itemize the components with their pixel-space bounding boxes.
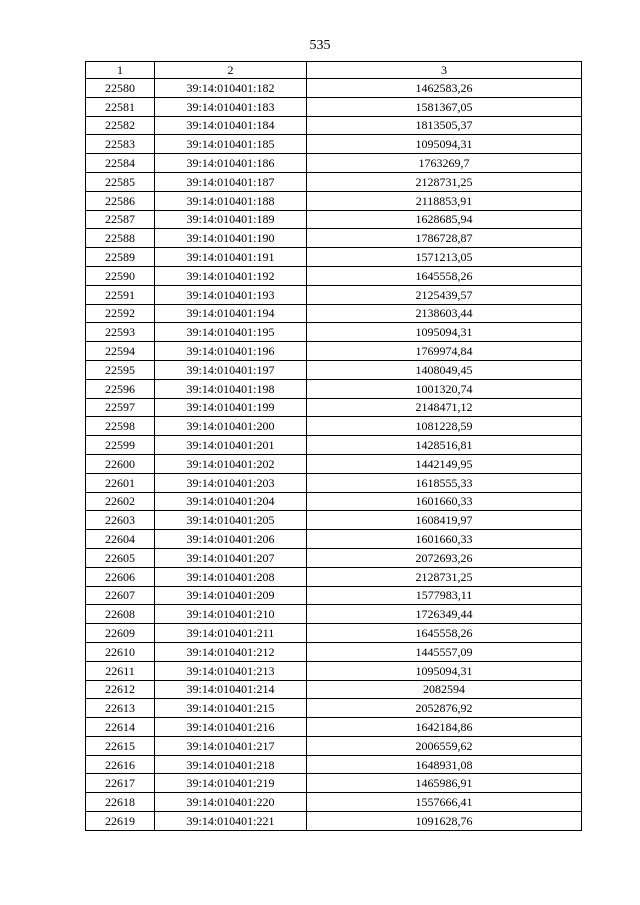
- value-cell: 1095094,31: [307, 323, 582, 342]
- page-number: 535: [309, 38, 331, 53]
- row-number-cell: 22609: [86, 624, 155, 643]
- table-row: [86, 586, 582, 605]
- table-row: [86, 436, 582, 455]
- value-cell: 1645558,26: [307, 624, 582, 643]
- table-row: [86, 793, 582, 812]
- value-cell: 1095094,31: [307, 661, 582, 680]
- value-cell: 1769974,84: [307, 342, 582, 361]
- table-row: [86, 755, 582, 774]
- table-row: [86, 79, 582, 98]
- cadastral-number-cell: 39:14:010401:219: [155, 774, 307, 793]
- value-cell: 2052876,92: [307, 699, 582, 718]
- row-number-cell: 22615: [86, 736, 155, 755]
- table-row: [86, 172, 582, 191]
- table-header: [86, 62, 582, 79]
- table-row: [86, 548, 582, 567]
- table-row: [86, 398, 582, 417]
- value-cell: 1726349,44: [307, 605, 582, 624]
- value-cell: 1581367,05: [307, 97, 582, 116]
- table-row: [86, 642, 582, 661]
- table-body: [86, 79, 582, 831]
- row-number-cell: 22584: [86, 154, 155, 173]
- cadastral-number-cell: 39:14:010401:189: [155, 210, 307, 229]
- cadastral-number-cell: 39:14:010401:213: [155, 661, 307, 680]
- row-number-cell: 22614: [86, 718, 155, 737]
- row-number-cell: 22601: [86, 473, 155, 492]
- cadastral-number-cell: 39:14:010401:185: [155, 135, 307, 154]
- row-number-cell: 22581: [86, 97, 155, 116]
- table-row: [86, 530, 582, 549]
- value-cell: 2138603,44: [307, 304, 582, 323]
- cadastral-number-cell: 39:14:010401:210: [155, 605, 307, 624]
- table-row: [86, 511, 582, 530]
- value-cell: 1786728,87: [307, 229, 582, 248]
- cadastral-number-cell: 39:14:010401:211: [155, 624, 307, 643]
- value-cell: 2128731,25: [307, 172, 582, 191]
- row-number-cell: 22598: [86, 417, 155, 436]
- value-cell: 1642184,86: [307, 718, 582, 737]
- row-number-cell: 22597: [86, 398, 155, 417]
- value-cell: 1608419,97: [307, 511, 582, 530]
- cadastral-number-cell: 39:14:010401:204: [155, 492, 307, 511]
- cadastral-number-cell: 39:14:010401:209: [155, 586, 307, 605]
- cadastral-number-cell: 39:14:010401:196: [155, 342, 307, 361]
- value-cell: 2006559,62: [307, 736, 582, 755]
- row-number-cell: 22583: [86, 135, 155, 154]
- value-cell: 1428516,81: [307, 436, 582, 455]
- row-number-cell: 22586: [86, 191, 155, 210]
- cadastral-number-cell: 39:14:010401:206: [155, 530, 307, 549]
- value-cell: 1462583,26: [307, 79, 582, 98]
- row-number-cell: 22613: [86, 699, 155, 718]
- cadastral-number-cell: 39:14:010401:187: [155, 172, 307, 191]
- value-cell: 1813505,37: [307, 116, 582, 135]
- row-number-cell: 22603: [86, 511, 155, 530]
- table-row: [86, 567, 582, 586]
- row-number-cell: 22618: [86, 793, 155, 812]
- table-row: [86, 492, 582, 511]
- value-cell: 1001320,74: [307, 379, 582, 398]
- table-row: [86, 379, 582, 398]
- row-number-cell: 22582: [86, 116, 155, 135]
- cadastral-number-cell: 39:14:010401:214: [155, 680, 307, 699]
- table-row: [86, 680, 582, 699]
- row-number-cell: 22602: [86, 492, 155, 511]
- cadastral-number-cell: 39:14:010401:190: [155, 229, 307, 248]
- cadastral-number-cell: 39:14:010401:200: [155, 417, 307, 436]
- row-number-cell: 22585: [86, 172, 155, 191]
- table-row: [86, 116, 582, 135]
- cadastral-number-cell: 39:14:010401:205: [155, 511, 307, 530]
- cadastral-number-cell: 39:14:010401:215: [155, 699, 307, 718]
- cadastral-number-cell: 39:14:010401:188: [155, 191, 307, 210]
- table-row: [86, 812, 582, 831]
- cadastral-number-cell: 39:14:010401:218: [155, 755, 307, 774]
- value-cell: 1442149,95: [307, 454, 582, 473]
- cadastral-number-cell: 39:14:010401:207: [155, 548, 307, 567]
- row-number-cell: 22617: [86, 774, 155, 793]
- table-row: [86, 661, 582, 680]
- data-table: [85, 61, 582, 831]
- table-row: [86, 191, 582, 210]
- row-number-cell: 22580: [86, 79, 155, 98]
- row-number-cell: 22588: [86, 229, 155, 248]
- table-row: [86, 774, 582, 793]
- value-cell: 2128731,25: [307, 567, 582, 586]
- table-row: [86, 624, 582, 643]
- cadastral-number-cell: 39:14:010401:193: [155, 285, 307, 304]
- cadastral-number-cell: 39:14:010401:184: [155, 116, 307, 135]
- cadastral-number-cell: 39:14:010401:191: [155, 248, 307, 267]
- table-row: [86, 323, 582, 342]
- table-row: [86, 473, 582, 492]
- value-cell: 2148471,12: [307, 398, 582, 417]
- value-cell: 1081228,59: [307, 417, 582, 436]
- value-cell: 2082594: [307, 680, 582, 699]
- value-cell: 2125439,57: [307, 285, 582, 304]
- row-number-cell: 22607: [86, 586, 155, 605]
- cadastral-number-cell: 39:14:010401:208: [155, 567, 307, 586]
- value-cell: 1095094,31: [307, 135, 582, 154]
- row-number-cell: 22591: [86, 285, 155, 304]
- table-row: [86, 342, 582, 361]
- value-cell: 1601660,33: [307, 492, 582, 511]
- cadastral-number-cell: 39:14:010401:199: [155, 398, 307, 417]
- value-cell: 1465986,91: [307, 774, 582, 793]
- row-number-cell: 22616: [86, 755, 155, 774]
- row-number-cell: 22619: [86, 812, 155, 831]
- table-row: [86, 135, 582, 154]
- value-cell: 1557666,41: [307, 793, 582, 812]
- row-number-cell: 22611: [86, 661, 155, 680]
- table-row: [86, 304, 582, 323]
- row-number-cell: 22592: [86, 304, 155, 323]
- row-number-cell: 22599: [86, 436, 155, 455]
- table-row: [86, 605, 582, 624]
- row-number-cell: 22604: [86, 530, 155, 549]
- table-row: [86, 454, 582, 473]
- row-number-cell: 22605: [86, 548, 155, 567]
- table-row: [86, 718, 582, 737]
- value-cell: 1645558,26: [307, 266, 582, 285]
- value-cell: 1601660,33: [307, 530, 582, 549]
- cadastral-number-cell: 39:14:010401:195: [155, 323, 307, 342]
- table-row: [86, 417, 582, 436]
- cadastral-number-cell: 39:14:010401:186: [155, 154, 307, 173]
- value-cell: 1571213,05: [307, 248, 582, 267]
- cadastral-number-cell: 39:14:010401:220: [155, 793, 307, 812]
- value-cell: 1408049,45: [307, 360, 582, 379]
- cadastral-number-cell: 39:14:010401:183: [155, 97, 307, 116]
- value-cell: 2072693,26: [307, 548, 582, 567]
- row-number-cell: 22610: [86, 642, 155, 661]
- value-cell: 1628685,94: [307, 210, 582, 229]
- cadastral-number-cell: 39:14:010401:203: [155, 473, 307, 492]
- cadastral-number-cell: 39:14:010401:192: [155, 266, 307, 285]
- value-cell: 1763269,7: [307, 154, 582, 173]
- cadastral-number-cell: 39:14:010401:217: [155, 736, 307, 755]
- row-number-cell: 22594: [86, 342, 155, 361]
- table-row: [86, 266, 582, 285]
- cadastral-number-cell: 39:14:010401:197: [155, 360, 307, 379]
- table-row: [86, 229, 582, 248]
- cadastral-number-cell: 39:14:010401:221: [155, 812, 307, 831]
- value-cell: 1648931,08: [307, 755, 582, 774]
- value-cell: 2118853,91: [307, 191, 582, 210]
- row-number-cell: 22612: [86, 680, 155, 699]
- row-number-cell: 22606: [86, 567, 155, 586]
- row-number-cell: 22589: [86, 248, 155, 267]
- table-row: [86, 360, 582, 379]
- table-row: [86, 97, 582, 116]
- header-row: [86, 62, 582, 79]
- table-row: [86, 248, 582, 267]
- table-row: [86, 210, 582, 229]
- header-cell-col1: 1: [86, 62, 155, 79]
- value-cell: 1091628,76: [307, 812, 582, 831]
- value-cell: 1618555,33: [307, 473, 582, 492]
- cadastral-number-cell: 39:14:010401:198: [155, 379, 307, 398]
- row-number-cell: 22593: [86, 323, 155, 342]
- row-number-cell: 22590: [86, 266, 155, 285]
- header-cell-col2: 2: [155, 62, 307, 79]
- row-number-cell: 22608: [86, 605, 155, 624]
- cadastral-number-cell: 39:14:010401:182: [155, 79, 307, 98]
- row-number-cell: 22587: [86, 210, 155, 229]
- header-cell-col3: 3: [307, 62, 582, 79]
- row-number-cell: 22600: [86, 454, 155, 473]
- cadastral-number-cell: 39:14:010401:216: [155, 718, 307, 737]
- value-cell: 1445557,09: [307, 642, 582, 661]
- table-row: [86, 285, 582, 304]
- table-row: [86, 736, 582, 755]
- cadastral-number-cell: 39:14:010401:202: [155, 454, 307, 473]
- row-number-cell: 22595: [86, 360, 155, 379]
- cadastral-number-cell: 39:14:010401:212: [155, 642, 307, 661]
- cadastral-number-cell: 39:14:010401:194: [155, 304, 307, 323]
- row-number-cell: 22596: [86, 379, 155, 398]
- cadastral-number-cell: 39:14:010401:201: [155, 436, 307, 455]
- table-row: [86, 699, 582, 718]
- table-row: [86, 154, 582, 173]
- value-cell: 1577983,11: [307, 586, 582, 605]
